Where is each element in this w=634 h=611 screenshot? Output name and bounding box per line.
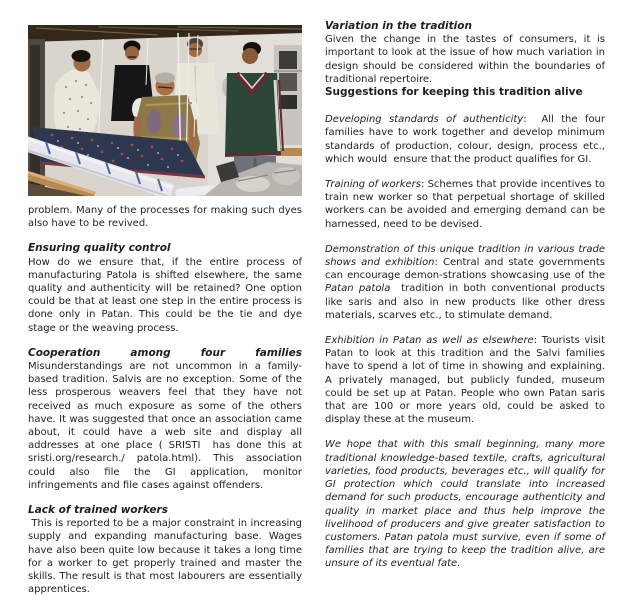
section-trained-workers [28, 504, 302, 596]
right-column [325, 20, 605, 571]
paragraph-closing-hope: We hope that with this small beginning, many more traditional knowledge-based textile, crafts, agricultural varieties, food products, beverages etc., will qualify for GI protection which could translate into increased demand for such products, encourage authenticity and quality in market place and thus help improve the livelihood of producers and give greater satisfaction to customers. Patan patola must survive, even if some of families that are trying to keep the tradition alive, are unsure of its eventual fate. [325, 439, 605, 570]
left-column [28, 25, 302, 596]
paragraph-developing-standards [325, 113, 605, 166]
weaving-workshop-photo-art [28, 25, 302, 196]
paragraph-trained-workers: This is reported to be a major constraint in increasing supply and expanding manufacturing base. Wages have also been quite low because it takes a long time for a worker to get properly trained and master the skills. The result is that most labourers are essentially apprentices. [28, 518, 302, 596]
paragraph-training-workers [325, 178, 605, 231]
paragraph-demonstration [325, 243, 605, 322]
paragraph-exhibition [325, 334, 605, 426]
body-developing-standards: : All the four families have to work together and develop minimum standards of production, colour, design, process etc., which would ensure that the product qualifies for GI. [325, 114, 606, 165]
section-cooperation [28, 347, 302, 492]
paragraph-cooperation: Misunderstandings are not uncommon in a family-based tradition. Salvis are no exception. Some of the less prosperous weavers feel that they have not received as much exposure as some of the others have. It was suggested that once an association came about, it could have a web site and display all addresses at one place ( SRISTI has done this at sristi.org/research./ patola.html). This association could also file the GI application, monitor infringements and file cases against offenders. [28, 361, 302, 491]
section-variation [325, 20, 605, 86]
body-training-workers: : Schemes that provide incentives to train new worker so that perpetual shortage of skilled workers can be avoided and emerging demand can be harnessed, need to be devised. [325, 179, 606, 230]
heading-suggestions: Suggestions for keeping this tradition alive [325, 86, 583, 99]
paragraph-dyes-continuation: problem. Many of the processes for making such dyes also have to be revived. [28, 205, 302, 230]
heading-trained-workers: Lack of trained workers [28, 504, 168, 517]
lead-training-workers: Training of workers [325, 179, 421, 191]
lead-demonstration: Demonstration of this unique tradition in various trade shows and exhibition [325, 243, 605, 269]
lead-exhibition: Exhibition in Patan as well as elsewhere [325, 335, 534, 347]
heading-quality-control: Ensuring quality control [28, 242, 171, 255]
heading-variation: Variation in the tradition [325, 20, 472, 32]
lead-developing-standards: Developing standards of authenticity [325, 114, 524, 126]
section-quality-control [28, 242, 302, 334]
paragraph-variation: Given the change in the tastes of consumers, it is important to look at the issue of how much variation in design should be considered within the boundaries of traditional repertoire. [325, 34, 605, 85]
body-exhibition: : Tourists visit Patan to look at this tradition and the Salvi families have to spend a lot of time in showing and explaining. A privately managed, but publicly funded, museum could be set up at Patan. People who own Patan saris that are 100 or more years old, could be asked to display these at the museum. [325, 335, 605, 426]
body-demonstration-after: tradition in both conventional products like saris and also in new products like other dress materials, scarves etc., to stimulate demand. [325, 283, 605, 321]
heading-cooperation: Cooperation among four families [28, 346, 302, 359]
paragraph-quality-control: How do we ensure that, if the entire process of manufacturing Patola is shifted elsewhere, the same quality and authenticity will be retained? One option could be that at least one step in the entire process is done only in Patan. This could be the tie and dye stage or the weaving process. [28, 256, 302, 334]
body-demonstration-before: : Central and state governments can encourage demon-strations showcasing use of the [325, 257, 605, 282]
weaving-workshop-photo [28, 25, 302, 196]
term-patan-patola: Patan patola [325, 283, 391, 295]
